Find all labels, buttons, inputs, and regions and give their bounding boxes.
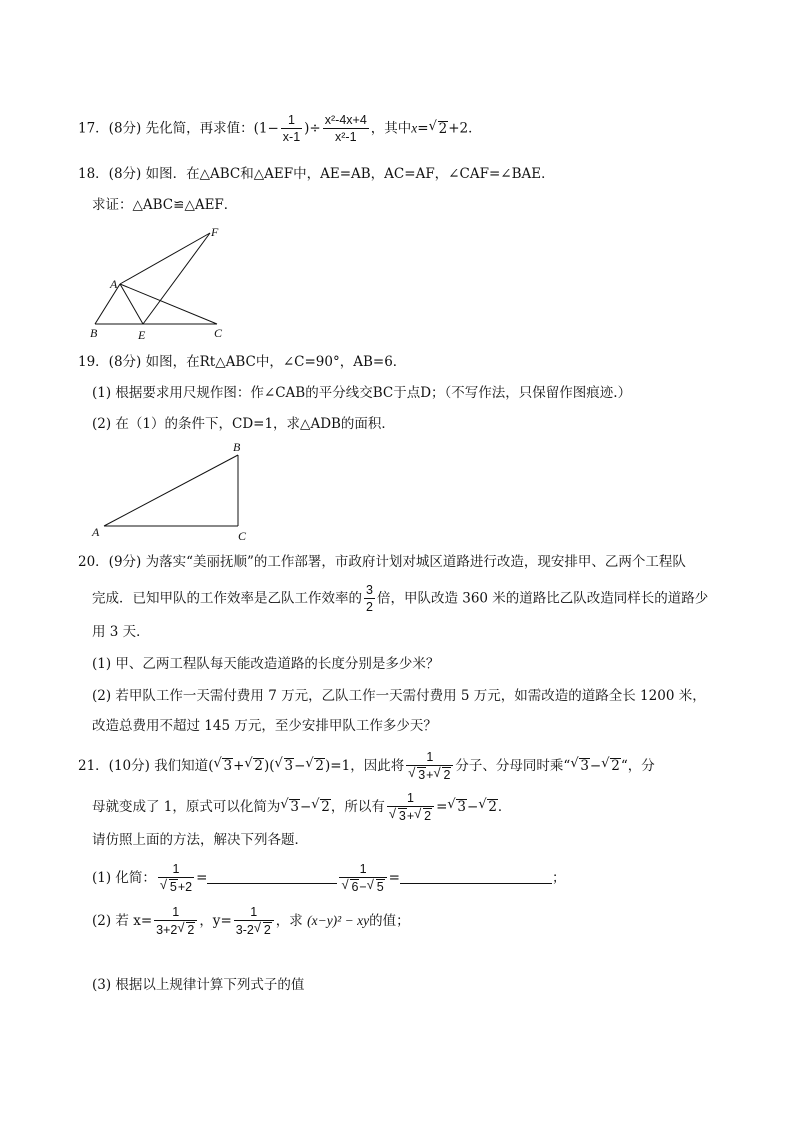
q17-text2: )÷ — [304, 120, 321, 137]
q21-part3: (3) 根据以上规律计算下列式子的值 — [92, 977, 305, 993]
q21-answer-blank-1[interactable] — [207, 869, 337, 884]
q17-var: x — [411, 120, 418, 136]
q21-x-fraction: $\frac{1}{3+2√ 2}$ — [154, 905, 197, 938]
q19-label-b: B — [233, 440, 241, 454]
q20-text1: 为落实“美丽抚顺”的工作部署，市政府计划对城区道路进行改造，现安排甲、乙两个工程队 — [145, 554, 686, 570]
q18-label-b: B — [90, 326, 98, 340]
q20-text2a: 完成．已知甲队的工作效率是乙队工作效率的 — [92, 590, 362, 607]
q17-text5: +2． — [448, 120, 482, 137]
q19-number: 19．(8分) — [78, 354, 142, 370]
q21-p1-label: (1) 化简： — [92, 870, 156, 886]
q17-f1-den: x-1 — [282, 130, 301, 144]
q17-text1: 先化简，再求值：(1− — [145, 120, 279, 137]
q18-prove: 求证：△ABC≌△AEF． — [92, 197, 238, 213]
q17-text3: ，其中 — [370, 120, 412, 137]
q21-p1-fraction-2: 1 √ 6−√ 5 — [339, 862, 386, 895]
q18-line — [78, 164, 555, 184]
q17-line — [78, 113, 482, 145]
q19-figure — [88, 440, 258, 542]
q21-part1: (1) 化简： 1 √ 5+2 = 1 √ 6−√ 5 = ； — [92, 862, 565, 895]
q18-label-e: E — [138, 328, 146, 342]
q17-sqrt — [430, 119, 449, 139]
q19-part2: (2) 在（1）的条件下，CD=1，求△ADB的面积． — [92, 416, 395, 432]
q20-part2b: 改造总费用不超过 145 万元，至少安排甲队工作多少天？ — [92, 718, 437, 734]
q17-fraction-2 — [323, 113, 369, 145]
q21-y-fraction: $\frac{1}{3-2√ 2}$ — [234, 905, 274, 938]
q21-sqrt2-b: √ 2 — [306, 756, 325, 776]
q20-text2b: 倍，甲队改造 360 米的道路比乙队改造同样长的道路少 — [376, 590, 709, 607]
q18-label-a: A — [110, 277, 118, 291]
q19-part1: (1) 根据要求用尺规作图：作∠CAB的平分线交BC于点D；（不写作法，只保留作图痕迹.） — [92, 385, 632, 401]
q21-sqrt3-b: √ 3 — [276, 756, 295, 776]
q21-intro2: =1，因此将 — [330, 758, 405, 774]
q21-line1: 21．(10分) 我们知道(√ 3+√ 2)(√ 3−√ 2)=1，因此将 1 √ 3+√ 2 分子、分母同时乘“√ 3−√ 2“，分 — [78, 750, 655, 783]
q17-fraction-1 — [281, 113, 302, 145]
q21-fraction-a: 1 √ 3+√ 2 — [406, 750, 453, 783]
q17-root: 2 — [438, 120, 448, 137]
q21-expression: (x−y)² − xy — [307, 913, 370, 928]
q19-text: 如图，在Rt△ABC中，∠C=90°，AB=6． — [145, 354, 407, 370]
q18-seg-ef — [143, 233, 210, 324]
q18-seg-af — [120, 233, 210, 284]
q18-figure — [80, 222, 240, 342]
q21-text2b: ，所以有 — [330, 799, 385, 815]
q18-label-c: C — [214, 326, 223, 340]
q21-part2: (2) 若 x= $\frac{1}{3+2√ 2}$ ，y= $\frac{1}{3-2√ 2}$ ，求 (x−y)² − xy的值； — [92, 905, 410, 938]
q19-label-c: C — [238, 529, 247, 542]
q20-f-den: 2 — [366, 600, 373, 614]
q19-seg-ab — [104, 455, 238, 526]
q21-intro1: 我们知道 — [154, 758, 209, 774]
q19-label-a: A — [92, 525, 100, 539]
q20-line1 — [78, 552, 686, 572]
q21-text2a: 母就变成了 1，原式可以化简为 — [92, 799, 281, 815]
q21-fraction-b: 1 √ 3+√ 2 — [387, 791, 434, 824]
q20-number: 20．(9分) — [78, 554, 142, 570]
q21-sqrt2-a: √ 2 — [245, 756, 264, 776]
q17-eq: = — [417, 120, 429, 137]
q17-f2-den: x²-1 — [335, 130, 357, 144]
q21-p1-fraction-1: 1 √ 5+2 — [158, 862, 194, 895]
q21-sqrt3-a: √ 3 — [214, 756, 233, 776]
q17-number: 17．(8分) — [78, 120, 142, 137]
q20-fraction — [364, 583, 375, 615]
q18-seg-ae — [120, 284, 143, 324]
q20-part1: (1) 甲、乙两工程队每天能改造道路的长度分别是多少米？ — [92, 656, 440, 672]
q20-part2a: (2) 若甲队工作一天需付费用 7 万元，乙队工作一天需付费用 5 万元，如需改造的道路全长 1200 米， — [92, 688, 706, 704]
q21-p2-label: (2) 若 x= — [92, 913, 153, 929]
q17-f2-num: x²-4x+4 — [324, 113, 367, 127]
q21-line3: 请仿照上面的方法，解决下列各题． — [92, 832, 308, 848]
q17-f1-num: 1 — [281, 113, 302, 129]
q18-number: 18．(8分) — [78, 166, 142, 182]
q20-line2 — [92, 583, 708, 615]
q21-intro4: “，分 — [620, 758, 655, 774]
q21-intro3: 分子、分母同时乘“ — [455, 758, 571, 774]
q21-line2: 母就变成了 1，原式可以化简为√ 3−√ 2，所以有 1 √ 3+√ 2 =√ 3−√ 2． — [92, 791, 511, 824]
q18-text: 如图．在△ABC和△AEF中，AE=AB，AC=AF，∠CAF=∠BAE． — [145, 166, 555, 182]
q20-line3: 用 3 天． — [92, 624, 150, 640]
q18-label-f: F — [211, 225, 219, 239]
q21-answer-blank-2[interactable] — [400, 869, 552, 884]
q19-line — [78, 352, 406, 372]
q21-number: 21．(10分) — [78, 758, 150, 774]
q20-f-num: 3 — [366, 583, 373, 597]
